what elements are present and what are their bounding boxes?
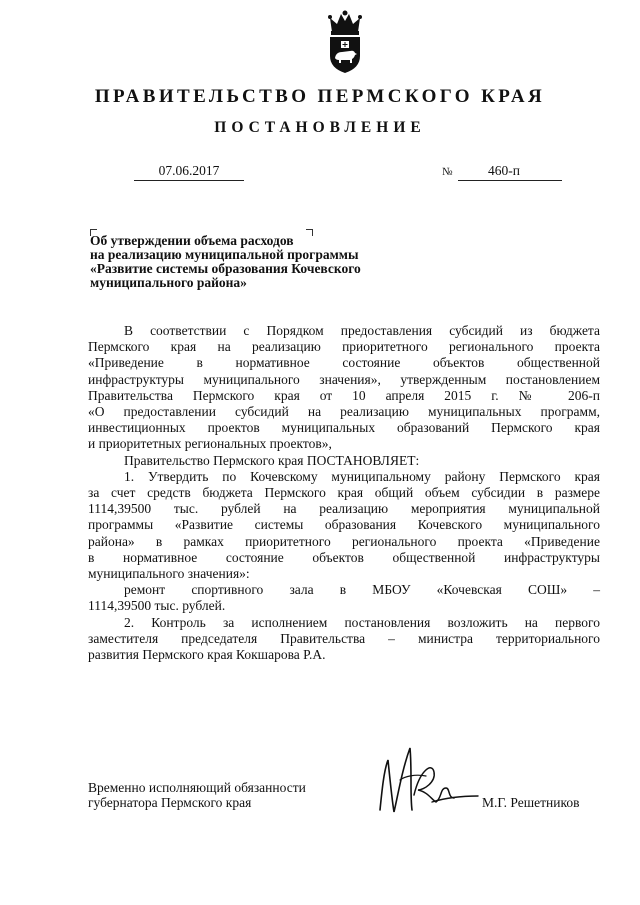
resolution-line: Правительство Пермского края ПОСТАНОВЛЯЕТ: — [124, 452, 420, 468]
body-line: в нормативное состояние объектов общественной инфраструктуры — [88, 549, 600, 565]
body-line: ремонт спортивного зала в МБОУ «Кочевская СОШ» – — [124, 582, 600, 598]
decree-number: 460-п — [488, 163, 520, 178]
body-line: и приоритетных региональных проектов», — [88, 436, 332, 452]
body-line: муниципального значения»: — [88, 566, 250, 582]
decree-subject — [90, 234, 420, 290]
decree-date: 07.06.2017 — [134, 162, 244, 181]
body-line: «О предоставлении субсидий на реализацию муниципальных программ, — [88, 404, 600, 420]
number-sign: № — [442, 166, 453, 178]
body-line: развития Пермского края Кокшарова Р.А. — [88, 647, 326, 663]
body-line: Правительства Пермского края от 10 апреля 2015 г. № 206-п — [88, 387, 600, 403]
handwritten-signature-icon — [370, 740, 480, 820]
subject-line: на реализацию муниципальной программы — [90, 247, 359, 262]
body-line: 1. Утвердить по Кочевскому муниципальному району Пермского края — [124, 468, 600, 484]
decree-number-field — [458, 162, 562, 181]
decree-type-title: ПОСТАНОВЛЕНИЕ — [214, 119, 426, 136]
body-line: программы «Развитие системы образования Кочевского муниципального — [88, 517, 600, 533]
subject-line: Об утверждении объема расходов — [90, 233, 294, 248]
body-line: 1114,39500 тыс. рублей. — [88, 598, 226, 614]
body-line: В соответствии с Порядком предоставления субсидий из бюджета — [124, 323, 600, 338]
signer-name: М.Г. Решетников — [482, 795, 580, 810]
subject-line: муниципального района» — [90, 275, 247, 290]
body-line: инфраструктуры муниципального значения», утвержденным постановлением — [88, 371, 600, 387]
decree-body — [88, 323, 600, 663]
body-line: 1114,39500 тыс. рублей на реализацию мероприятия муниципальной — [88, 501, 600, 517]
body-line: заместителя председателя Правительства – министра территориального — [88, 630, 600, 646]
body-line: Пермского края на реализацию приоритетного регионального проекта — [88, 339, 600, 355]
signer-position — [88, 780, 306, 810]
body-line: 2. Контроль за исполнением постановления возложить на первого — [124, 614, 600, 630]
subject-line: «Развитие системы образования Кочевского — [90, 261, 361, 276]
signer-position-line: Временно исполняющий обязанности — [88, 780, 306, 795]
perm-krai-coat-of-arms-icon — [324, 8, 366, 74]
government-title: ПРАВИТЕЛЬСТВО ПЕРМСКОГО КРАЯ — [94, 86, 546, 107]
body-line: района» в рамках приоритетного регионального проекта «Приведение — [88, 533, 600, 549]
body-line: за счет средств бюджета Пермского края общий объем субсидии в размере — [88, 485, 600, 501]
body-line: «Приведение в нормативное состояние объектов общественной — [88, 355, 600, 371]
signer-position-line: губернатора Пермского края — [88, 795, 252, 810]
body-line: инвестиционных проектов муниципальных образований Пермского края — [88, 420, 600, 436]
